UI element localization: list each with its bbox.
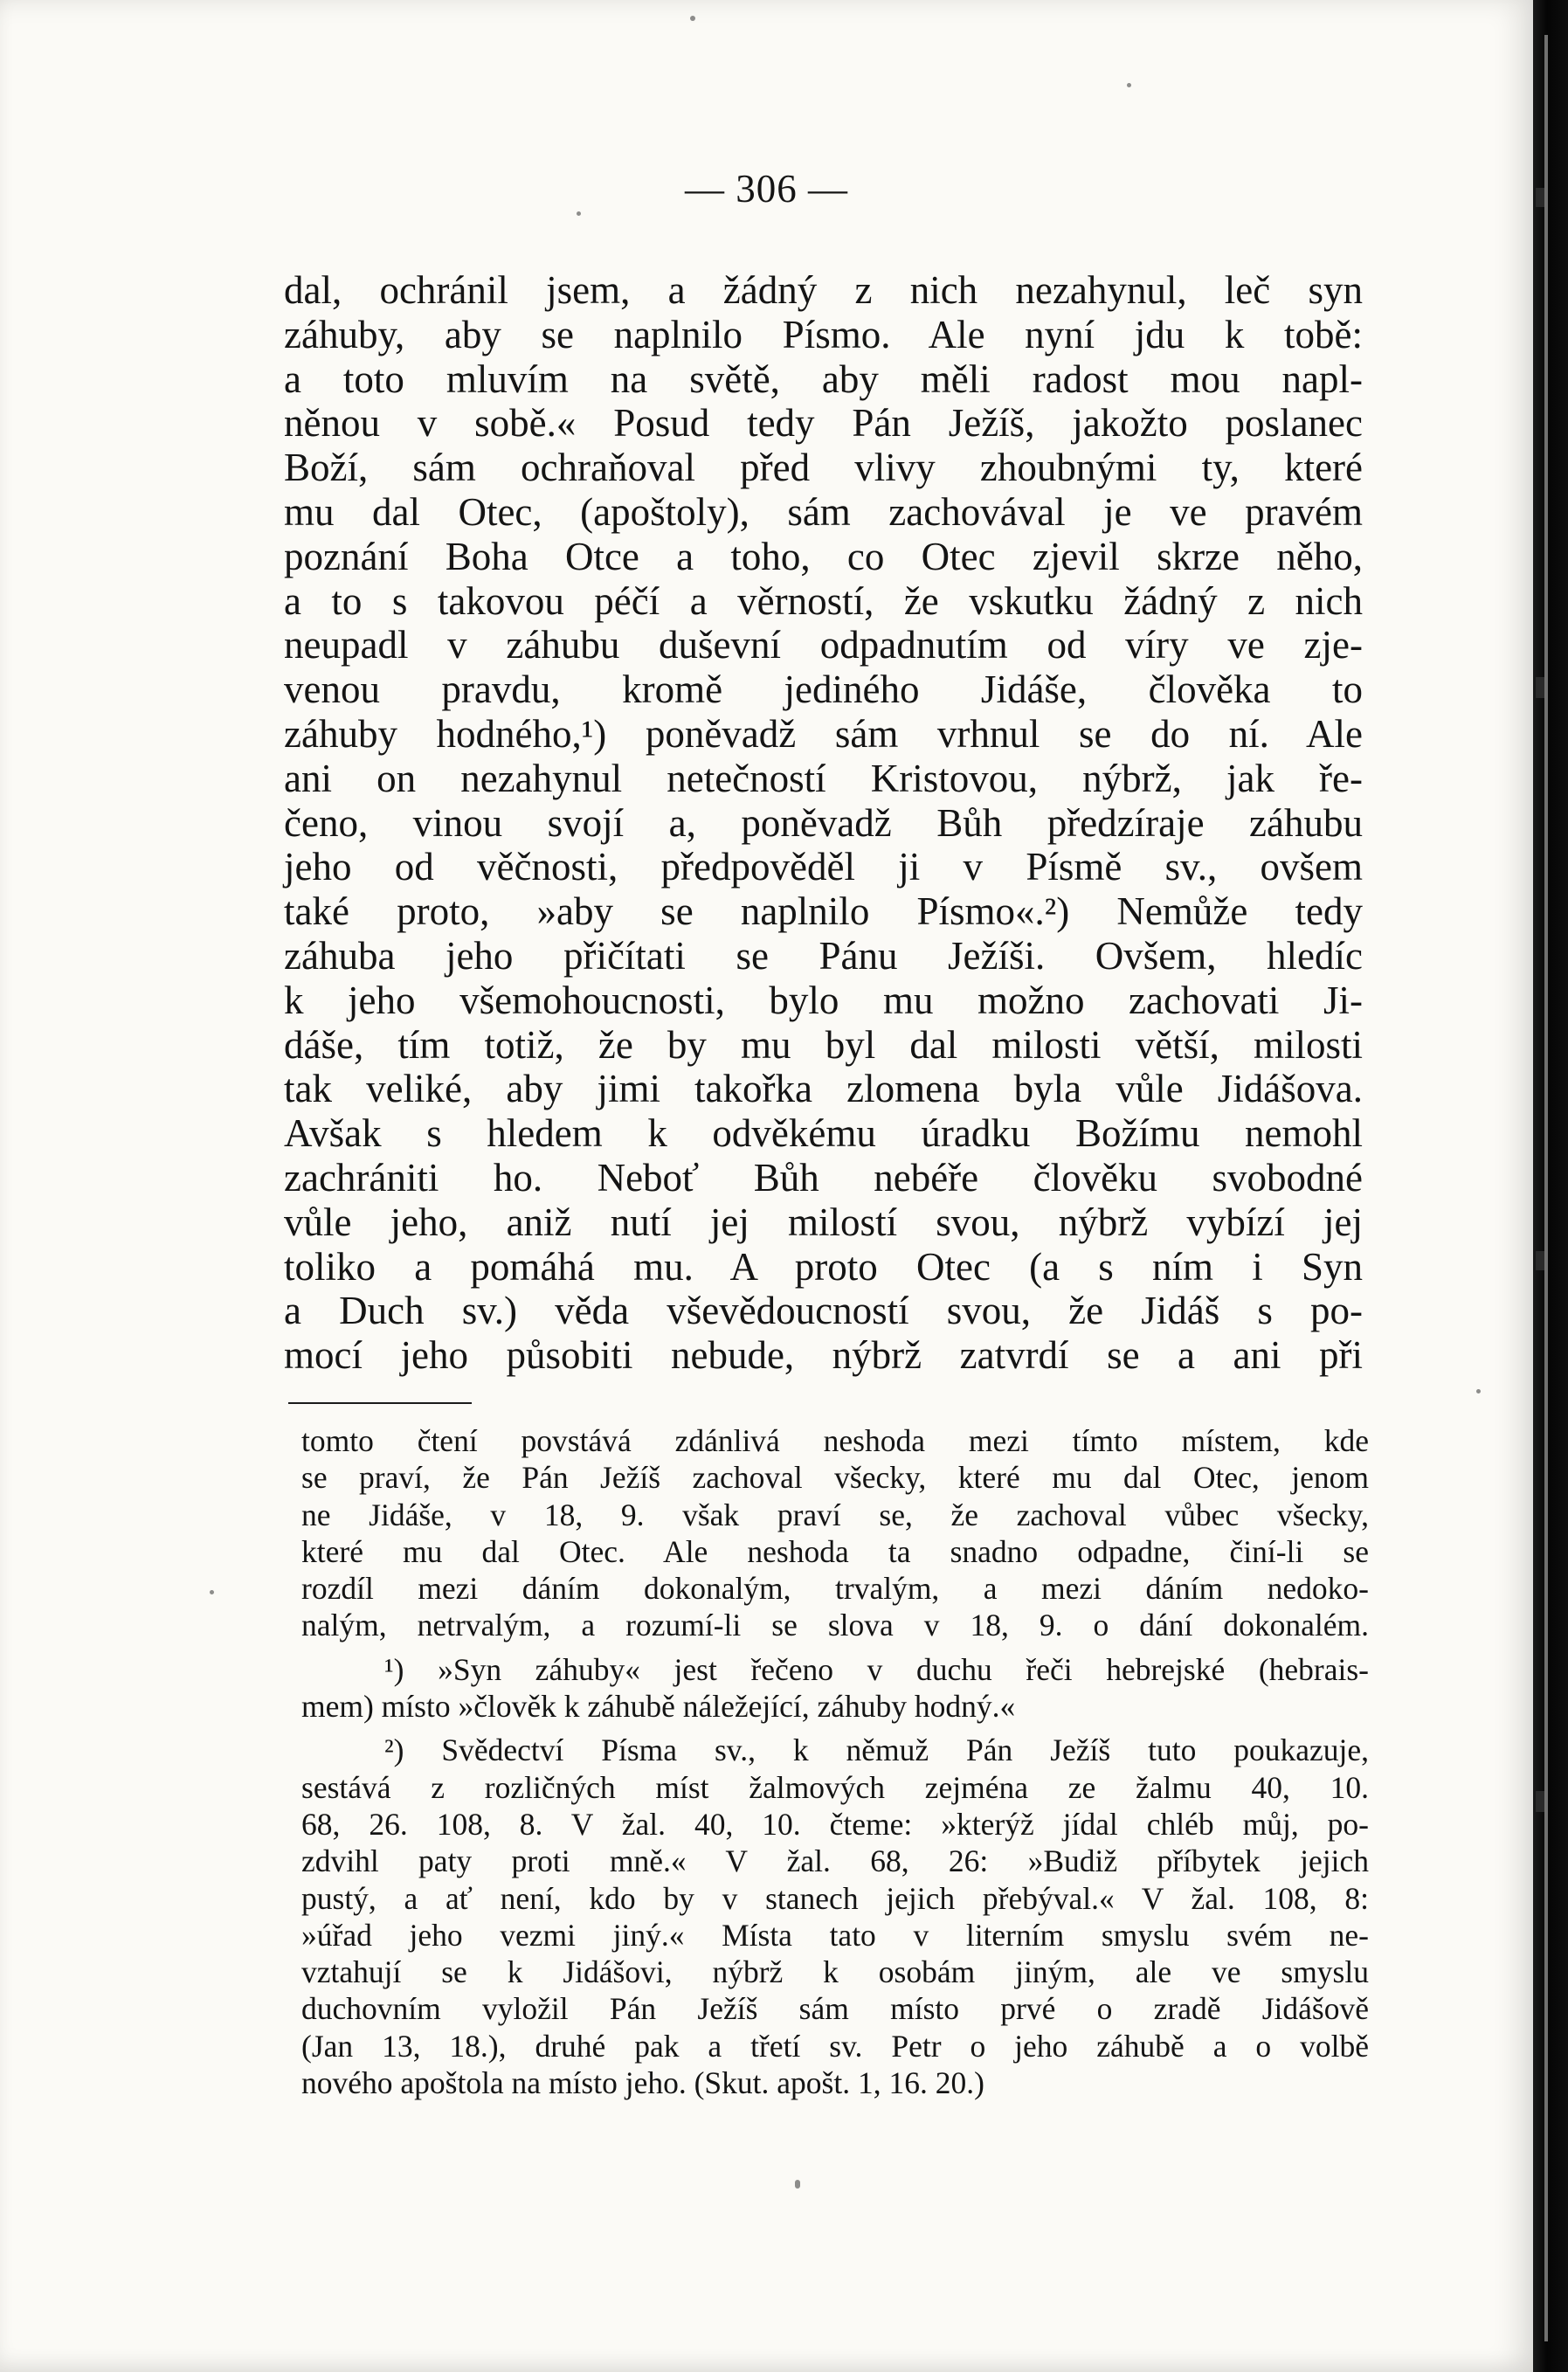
text-line: k jeho všemohoucnosti, bylo mu možno zachovati Ji- xyxy=(284,978,1363,1022)
text-line: vůle jeho, aniž nutí jej milostí svou, nýbrž vybízí jej xyxy=(284,1200,1363,1244)
footnote-line: vztahují se k Jidášovi, nýbrž k osobám jiným, ale ve smyslu xyxy=(301,1954,1369,1990)
text-line: dáše, tím totiž, že by mu byl dal milosti větší, milosti xyxy=(284,1022,1363,1067)
text-line: také proto, »aby se naplnilo Písmo«.²) Nemůže tedy xyxy=(284,889,1363,934)
edge-mark xyxy=(1536,188,1544,207)
paper-speck xyxy=(210,1590,214,1594)
footnote-line: zdvihl paty proti mně.« V žal. 68, 26: »Budiž příbytek jejich xyxy=(301,1843,1369,1879)
text-line: jeho od věčnosti, předpověděl ji v Písmě sv., ovšem xyxy=(284,845,1363,889)
text-line: neupadl v záhubu duševní odpadnutím od víry ve zje- xyxy=(284,623,1363,667)
text-line: záhuby, aby se naplnilo Písmo. Ale nyní jdu k tobě: xyxy=(284,312,1363,356)
text-line: Boží, sám ochraňoval před vlivy zhoubnými ty, které xyxy=(284,446,1363,490)
footnote-line: »úřad jeho vezmi jiný.« Místa tato v literním smyslu svém ne- xyxy=(301,1917,1369,1953)
footnote-line: 68, 26. 108, 8. V žal. 40, 10. čteme: »kterýž jídal chléb můj, po- xyxy=(301,1806,1369,1842)
footnote-continuation xyxy=(301,1422,1369,1644)
text-line: ani on nezahynul netečností Kristovou, nýbrž, jak ře- xyxy=(284,756,1363,800)
footnote-line: sestává z rozličných míst žalmových zejména ze žalmu 40, 10. xyxy=(301,1769,1369,1805)
text-line: čeno, vinou svojí a, poněvadž Bůh předzíraje záhubu xyxy=(284,800,1363,845)
paper-speck xyxy=(795,2180,800,2189)
text-line: toliko a pomáhá mu. A proto Otec (a s ním i Syn xyxy=(284,1244,1363,1289)
edge-mark xyxy=(1536,677,1544,698)
paper-speck xyxy=(690,16,695,21)
footnote-line: rozdíl mezi dáním dokonalým, trvalým, a mezi dáním nedoko- xyxy=(301,1571,1369,1607)
paper-speck xyxy=(1127,83,1131,87)
text-line: mocí jeho působiti nebude, nýbrž zatvrdí se a ani při xyxy=(284,1333,1363,1378)
footnote-line: které mu dal Otec. Ale neshoda ta snadno odpadne, činí-li se xyxy=(301,1533,1369,1569)
footnote-line: nového apoštola na místo jeho. (Skut. apošt. 1, 16. 20.) xyxy=(301,2065,984,2101)
paper-speck xyxy=(577,211,581,216)
footnote-line: tomto čtení povstává zdánlivá neshoda mezi tímto místem, kde xyxy=(301,1423,1369,1458)
page-number: — 306 — xyxy=(685,167,848,211)
footnote-line: mem) místo »člověk k záhubě náležející, záhuby hodný.« xyxy=(301,1689,1016,1725)
footnote-line: ne Jidáše, v 18, 9. však praví se, že zachoval vůbec všecky, xyxy=(301,1497,1369,1532)
text-line: něnou v sobě.« Posud tedy Pán Ježíš, jakožto poslanec xyxy=(284,401,1363,446)
text-line: zachrániti ho. Neboť Bůh nebéře člověku svobodné xyxy=(284,1155,1363,1200)
text-line: záhuba jeho přičítati se Pánu Ježíši. Ovšem, hledíc xyxy=(284,933,1363,978)
footnote-line: pustý, a ať není, kdo by v stanech jejich přebýval.« V žal. 108, 8: xyxy=(301,1880,1369,1916)
edge-mark xyxy=(1536,1791,1544,1812)
text-line: tak veliké, aby jimi takořka zlomena byla vůle Jidášova. xyxy=(284,1067,1363,1111)
text-line: Avšak s hledem k odvěkému úradku Božímu nemohl xyxy=(284,1111,1363,1156)
text-line: a to s takovou péčí a věrností, že vskutku žádný z nich xyxy=(284,578,1363,623)
footnote-divider xyxy=(288,1402,472,1404)
text-line: poznání Boha Otce a toho, co Otec zjevil skrze něho, xyxy=(284,534,1363,578)
text-line: a Duch sv.) věda vševědoucností svou, že Jidáš s po- xyxy=(284,1289,1363,1333)
footnote-2 xyxy=(301,1732,1369,2101)
text-line: mu dal Otec, (apoštoly), sám zachovával je ve pravém xyxy=(284,489,1363,534)
footnote-line: duchovním vyložil Pán Ježíš sám místo prvé o zradě Jidášově xyxy=(301,1991,1369,2027)
text-line: a toto mluvím na světě, aby měli radost mou napl- xyxy=(284,356,1363,401)
page-edge-shadow xyxy=(1533,0,1568,2372)
footnote-line: nalým, netrvalým, a rozumí-li se slova v 18, 9. o dání dokonalém. xyxy=(301,1608,1369,1643)
footnote-line: (Jan 13, 18.), druhé pak a třetí sv. Petr o jeho záhubě a o volbě xyxy=(301,2028,1369,2064)
footnote-line: se praví, že Pán Ježíš zachoval všecky, které mu dal Otec, jenom xyxy=(301,1460,1369,1496)
text-line: záhuby hodného,¹) poněvadž sám vrhnul se do ní. Ale xyxy=(284,711,1363,756)
page-edge-line xyxy=(1544,35,1548,2341)
text-line: dal, ochránil jsem, a žádný z nich nezahynul, leč syn xyxy=(284,268,1363,312)
main-text xyxy=(284,268,1363,1378)
footnote-1 xyxy=(301,1651,1369,1725)
footnote-line: ¹) »Syn záhuby« jest řečeno v duchu řeči hebrejské (hebrais- xyxy=(384,1651,1369,1687)
paper-speck xyxy=(1476,1389,1481,1393)
edge-mark xyxy=(1536,1251,1544,1270)
footnotes xyxy=(301,1422,1369,2108)
text-line: venou pravdu, kromě jediného Jidáše, člověka to xyxy=(284,667,1363,712)
footnote-line: ²) Svědectví Písma sv., k němuž Pán Ježíš tuto poukazuje, xyxy=(384,1732,1369,1768)
